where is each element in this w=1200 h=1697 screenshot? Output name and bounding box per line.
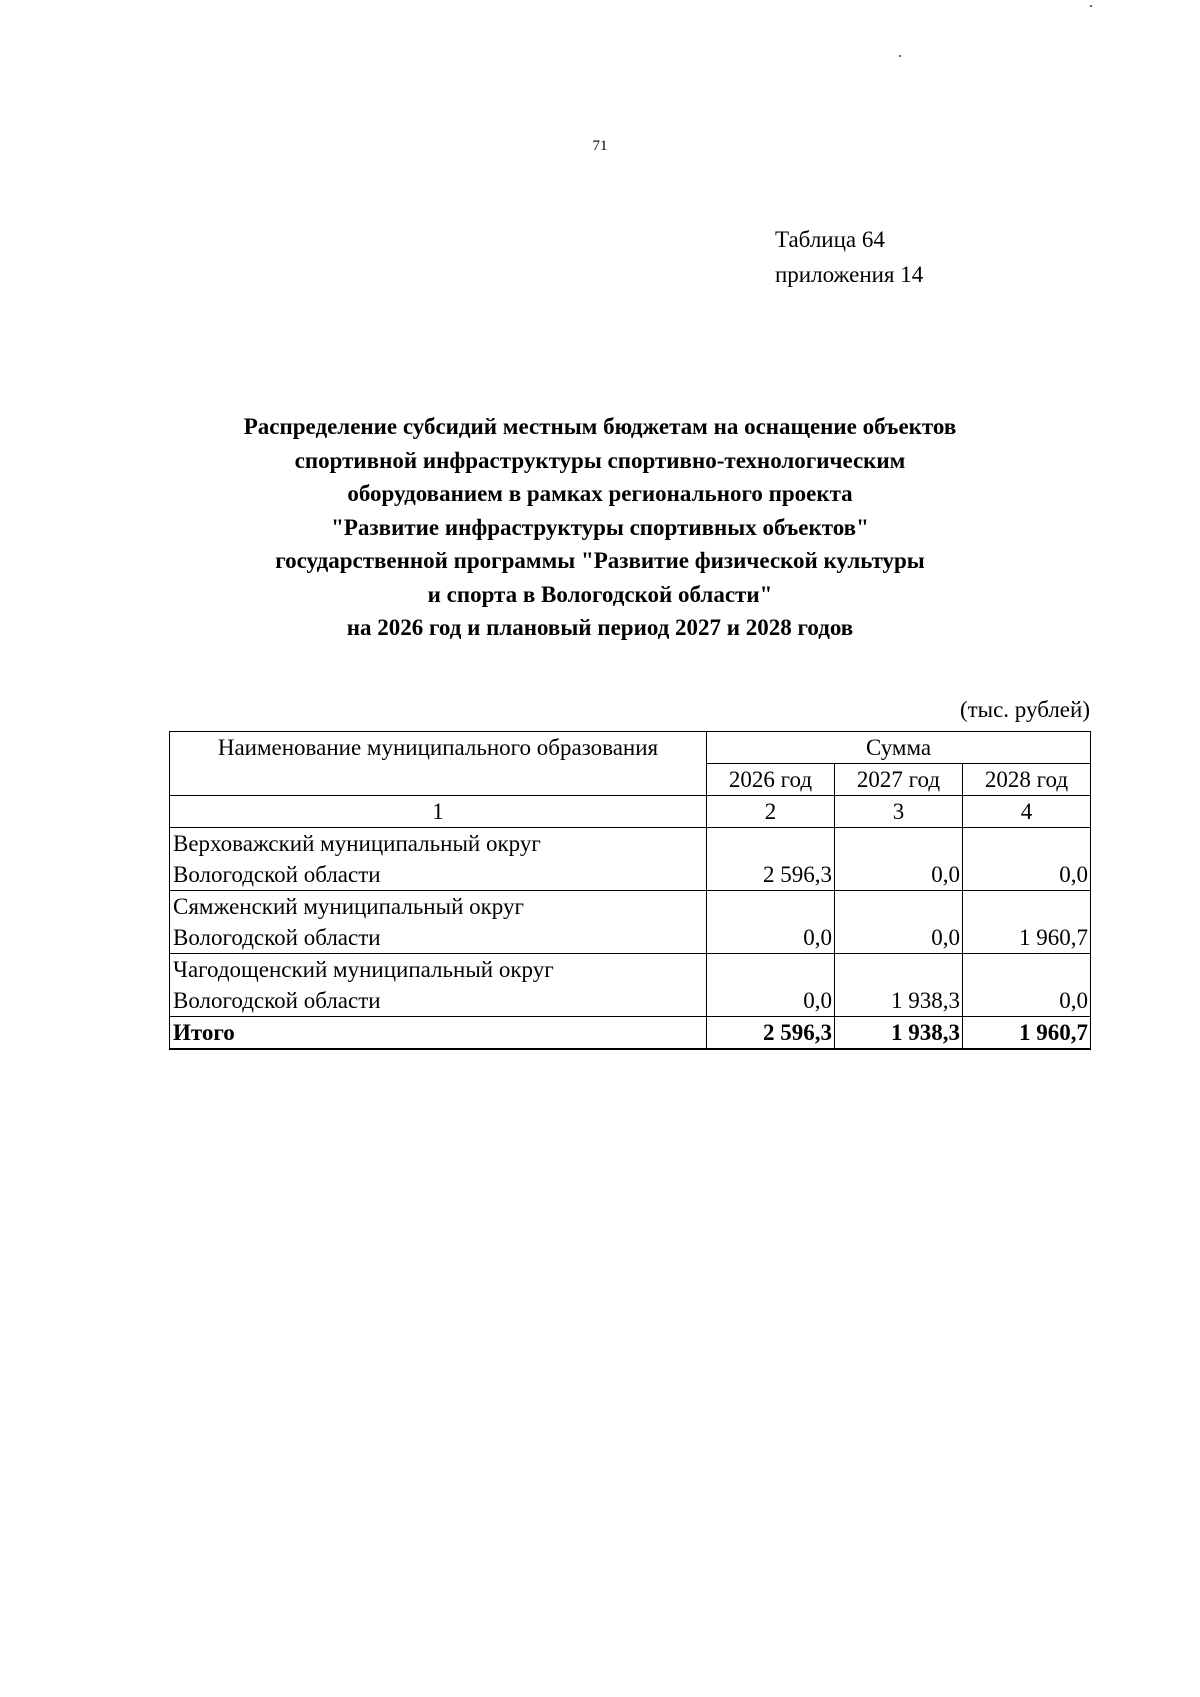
value-2028: 1 960,7 <box>963 891 1091 954</box>
value-2027: 1 938,3 <box>835 954 963 1017</box>
value-2027: 0,0 <box>835 891 963 954</box>
header-sum: Сумма <box>707 732 1091 764</box>
scan-speck <box>1090 5 1092 7</box>
table-reference-line: Таблица 64 <box>775 227 885 252</box>
title-line: оборудованием в рамках регионального проекта <box>347 481 853 506</box>
table-reference-line: приложения 14 <box>775 262 924 287</box>
total-2027: 1 938,3 <box>835 1017 963 1050</box>
column-number: 4 <box>963 796 1091 828</box>
header-year: 2027 год <box>835 764 963 796</box>
municipality-name-line: Чагодощенский муниципальный округ <box>173 957 554 982</box>
municipality-name <box>170 828 707 891</box>
subsidy-table <box>169 731 1091 1050</box>
column-number: 2 <box>707 796 835 828</box>
value-2028: 0,0 <box>963 828 1091 891</box>
table-row <box>170 828 1091 891</box>
municipality-name-line: Вологодской области <box>173 862 381 887</box>
units-label: (тыс. рублей) <box>959 697 1090 722</box>
document-title <box>150 410 1050 645</box>
column-number: 3 <box>835 796 963 828</box>
table-row <box>170 891 1091 954</box>
header-year: 2028 год <box>963 764 1091 796</box>
title-line: государственной программы "Развитие физической культуры <box>275 548 925 573</box>
title-line: на 2026 год и плановый период 2027 и 2028 годов <box>346 615 854 640</box>
total-label: Итого <box>170 1017 707 1050</box>
column-number-row <box>170 796 1091 828</box>
title-line: "Развитие инфраструктуры спортивных объектов" <box>331 514 869 540</box>
header-year: 2026 год <box>707 764 835 796</box>
table-row <box>170 954 1091 1017</box>
municipality-name-line: Верховажский муниципальный округ <box>173 831 541 856</box>
scan-speck <box>899 55 901 57</box>
total-2026: 2 596,3 <box>707 1017 835 1050</box>
header-name: Наименование муниципального образования <box>170 732 707 796</box>
page-number: 71 <box>592 138 608 154</box>
municipality-name <box>170 954 707 1017</box>
title-line: и спорта в Вологодской области" <box>427 581 773 607</box>
total-row <box>170 1017 1091 1050</box>
value-2026: 2 596,3 <box>707 828 835 891</box>
header-row <box>170 732 1091 764</box>
municipality-name <box>170 891 707 954</box>
table-reference <box>775 222 923 292</box>
title-line: спортивной инфраструктуры спортивно-технологическим <box>294 447 906 473</box>
value-2026: 0,0 <box>707 954 835 1017</box>
title-line: Распределение субсидий местным бюджетам на оснащение объектов <box>243 414 957 439</box>
municipality-name-line: Вологодской области <box>173 988 381 1013</box>
column-number: 1 <box>170 796 707 828</box>
municipality-name-line: Вологодской области <box>173 925 381 950</box>
total-2028: 1 960,7 <box>963 1017 1091 1050</box>
value-2028: 0,0 <box>963 954 1091 1017</box>
value-2027: 0,0 <box>835 828 963 891</box>
municipality-name-line: Сямженский муниципальный округ <box>173 894 524 919</box>
value-2026: 0,0 <box>707 891 835 954</box>
